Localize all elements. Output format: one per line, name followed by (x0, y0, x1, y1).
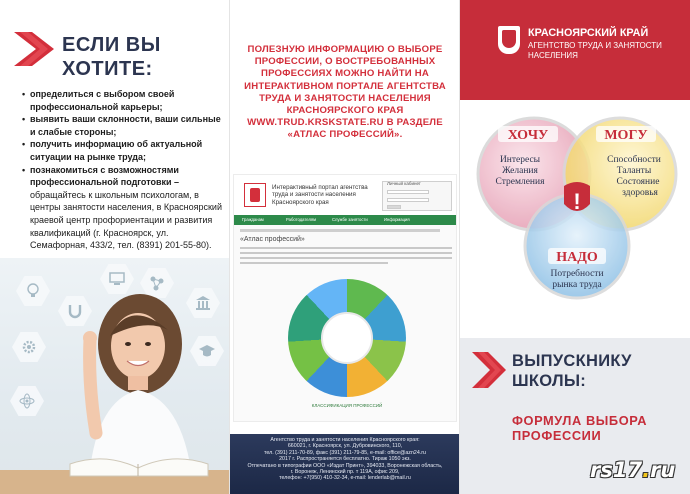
classification-caption: КЛАССИФИКАЦИЯ ПРОФЕССИЙ (311, 403, 383, 408)
portal-title: Интерактивный портал агентства труда и занятости населения Красноярского края (272, 184, 368, 206)
want-item: Желания (502, 166, 538, 176)
want-item: Стремления (495, 177, 545, 187)
if-you-want-title: ЕСЛИ ВЫ ХОТИТЕ: (62, 34, 161, 80)
region-name: КРАСНОЯРСКИЙ КРАЙ (528, 27, 649, 39)
center-panel (230, 0, 460, 494)
svg-text:МОГУ: МОГУ (604, 128, 648, 143)
need-title-badge (548, 248, 606, 265)
login-button (387, 205, 401, 209)
contact-text: обращайтесь к школьным психологам, в центры занятости населения, в Красноярский краевой центр профориентации и развития квалификаций (г. Красноярск, ул. Семафорная, 433/2, тел. (8391) 201-55-80). (30, 189, 222, 251)
login-title: Личный кабинет (387, 181, 421, 186)
red-chevron-icon (14, 32, 54, 66)
region-emblem-icon (244, 183, 266, 207)
site-watermark: rs17.ru (590, 458, 676, 482)
want-title-badge (498, 126, 558, 143)
can-item: Способности (607, 155, 661, 165)
svg-text:ХОЧУ: ХОЧУ (507, 128, 549, 143)
portal-screenshot (233, 174, 457, 422)
red-chevron-icon (472, 352, 506, 388)
need-item: Потребности (550, 269, 604, 279)
portal-header (234, 175, 457, 215)
girl-with-book-illustration (0, 258, 230, 494)
password-field (387, 198, 429, 202)
want-item: Интересы (499, 155, 541, 165)
want-can-need-venn-diagram (468, 108, 686, 300)
goals-list (22, 88, 222, 252)
graduates-title: ВЫПУСКНИКУ ШКОЛЫ: (512, 352, 632, 390)
left-panel (0, 0, 230, 494)
can-item: Состояние (616, 177, 660, 187)
can-item: Таланты (616, 166, 652, 176)
formula-title: ФОРМУЛА ВЫБОРА ПРОФЕССИИ (512, 413, 648, 443)
can-title-badge (596, 126, 656, 143)
profession-wheel-center (321, 312, 373, 364)
goal-item: • получить информацию об актуальной ситуации на рынке труда; (22, 138, 222, 163)
body-text-lines (240, 247, 452, 267)
login-field (387, 190, 429, 194)
nav-item: Гражданам (242, 217, 264, 222)
nav-item: Информация (384, 217, 410, 222)
student-photo (0, 258, 230, 494)
portal-info-text: ПОЛЕЗНУЮ ИНФОРМАЦИЮ О ВЫБОРЕ ПРОФЕССИИ, О ВОСТРЕБОВАННЫХ ПРОФЕССИЯХ МОЖНО НАЙТИ НА ИНТЕРАКТИВНОМ ПОРТАЛЕ АГЕНТСТВА ТРУДА И ЗАНЯТОСТИ НАСЕЛЕНИЯ КРАСНОЯРСКОГО КРАЯ WWW.TRUD.KRSKSTATE.RU В РАЗДЕЛЕ «АТЛАС ПРОФЕССИЙ». (244, 44, 446, 141)
right-panel (460, 0, 690, 494)
atlas-heading: «Атлас профессий» (240, 236, 305, 243)
nav-item: Службе занятости (332, 217, 368, 222)
contacts-footer (230, 434, 460, 494)
goal-item: • выявить ваши склонности, ваши сильные и слабые стороны; (22, 113, 222, 138)
agency-name (528, 27, 678, 60)
breadcrumb (240, 229, 440, 232)
goal-item: • познакомиться с возможностями профессиональной подготовки – (22, 164, 222, 189)
login-box (382, 181, 452, 211)
agency-subtitle: АГЕНТСТВО ТРУДА И ЗАНЯТОСТИ НАСЕЛЕНИЯ (528, 41, 662, 60)
goal-item: • определиться с выбором своей профессиональной карьеры; (22, 88, 222, 113)
agency-header (460, 0, 690, 100)
coat-of-arms-icon (498, 26, 520, 54)
footer-text: Агентство труда и занятости населения Красноярского края: 660021, г. Красноярск, ул. Дубровинского, 110, тел. (391) 211-70-89, факс (391) 211-79-85, e-mail: office@azn24.ru 2017 г. Распространяется бесплатно. Тираж 1050 экз. Отпечатано в типографии ООО «Издат Принт», 394033, Воронежская область, г. Воронеж, Ленинский пр. т 119А, офис 209, телефон: +7(950) 410-32-34, e-mail: lenderlab@mail.ru (247, 437, 443, 482)
can-item: здоровья (622, 188, 658, 198)
need-item: рынка труда (552, 280, 602, 290)
svg-text:НАДО: НАДО (556, 250, 598, 265)
portal-nav (234, 215, 457, 225)
center-mark: ! (573, 189, 581, 214)
nav-item: Работодателям (286, 217, 317, 222)
